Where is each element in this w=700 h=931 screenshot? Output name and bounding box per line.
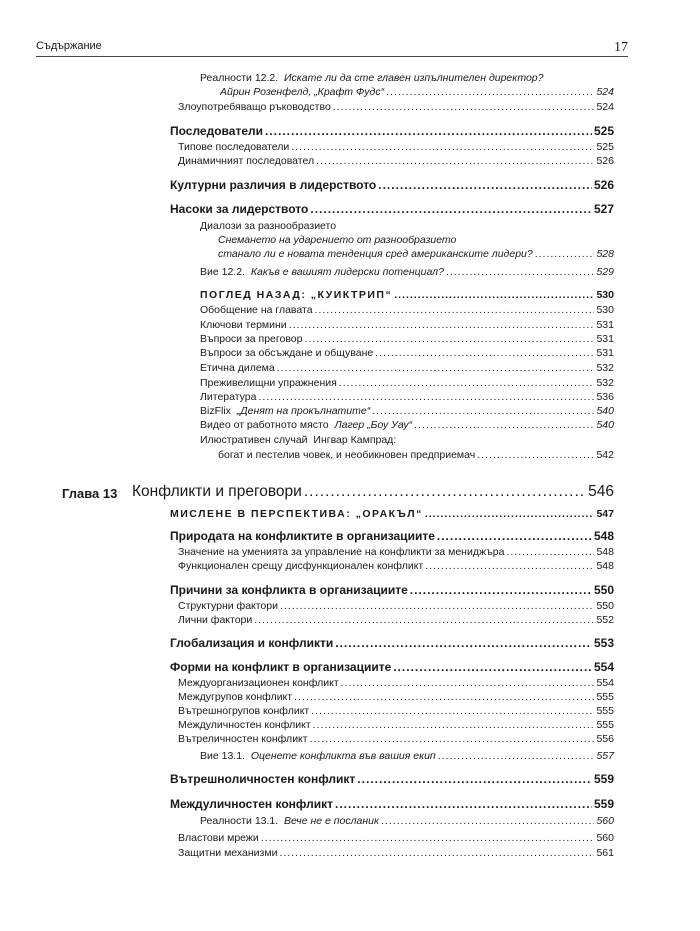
toc-entry[interactable] — [200, 405, 614, 417]
toc-entry[interactable] — [200, 419, 614, 431]
leader-dots — [304, 333, 594, 345]
toc-entry-label: Междуличностен конфликт — [170, 797, 334, 811]
toc-page-number: 542 — [596, 449, 614, 461]
toc-entry[interactable] — [178, 691, 614, 703]
toc-page-number: 548 — [596, 546, 614, 558]
toc-page-number: 555 — [596, 705, 614, 717]
toc-page-number: 560 — [596, 815, 614, 827]
leader-dots — [386, 86, 594, 98]
toc-entry-label: Злоупотребяващо ръководство — [178, 101, 331, 113]
toc-entry-label: Въпроси за обсъждане и общуване — [200, 347, 374, 359]
leader-dots — [357, 772, 592, 786]
toc-section[interactable] — [170, 202, 614, 216]
toc-page-number: 536 — [596, 391, 614, 403]
toc-page-number: 554 — [593, 660, 614, 674]
toc-entry-label: Лични фактори — [178, 614, 253, 626]
toc-entry-label: Междугрупов конфликт — [178, 691, 293, 703]
leader-dots — [291, 141, 594, 153]
toc-section[interactable] — [170, 583, 614, 597]
toc-page-number: 550 — [596, 600, 614, 612]
toc-entry-label: Културни различия в лидерството — [170, 178, 377, 192]
toc-page-number: 526 — [596, 155, 614, 167]
toc-entry-label: Вие 12.2. Какъв е вашият лидерски потенциал? — [200, 266, 444, 278]
leader-dots — [425, 560, 594, 572]
toc-page-number: 560 — [596, 832, 614, 844]
leader-dots — [425, 508, 595, 520]
toc-entry-label: Снемането на ударението от разнообразието — [218, 234, 457, 246]
toc-page-number: 525 — [596, 141, 614, 153]
leader-dots — [477, 449, 594, 461]
leader-dots — [294, 691, 594, 703]
toc-page-number: 532 — [596, 377, 614, 389]
toc-page-number: 524 — [596, 86, 614, 98]
toc-entry-label: Структурни фактори — [178, 600, 278, 612]
toc-entry-label: Въпроси за преговор — [200, 333, 303, 345]
toc-entry[interactable] — [220, 86, 614, 98]
toc-section[interactable] — [170, 660, 614, 674]
toc-entry[interactable] — [218, 449, 614, 461]
toc-page-number: 550 — [593, 583, 614, 597]
leader-dots — [304, 483, 586, 501]
toc-entry[interactable] — [218, 248, 614, 260]
leader-dots — [446, 266, 595, 278]
toc-page-number: 525 — [593, 124, 614, 138]
toc-entry-label: Литература — [200, 391, 257, 403]
toc-entry-label: Айрин Розенфелд, „Крафт Фудс“ — [220, 86, 385, 98]
toc-entry[interactable] — [178, 719, 614, 731]
toc-page-number: 555 — [596, 719, 614, 731]
toc-entry[interactable] — [200, 319, 614, 331]
toc-section[interactable] — [200, 289, 614, 301]
toc-entry-label: Причини за конфликта в организациите — [170, 583, 408, 597]
running-header-title: Съдържание — [36, 40, 102, 52]
toc-entry[interactable] — [178, 101, 614, 113]
toc-page-number: 559 — [593, 797, 614, 811]
toc-entry[interactable] — [178, 832, 614, 844]
toc-entry[interactable] — [200, 304, 614, 316]
toc-entry-label: Етична дилема — [200, 362, 275, 374]
toc-entry[interactable] — [200, 220, 614, 232]
leader-dots — [438, 750, 595, 762]
toc-entry[interactable] — [200, 347, 614, 359]
toc-page-number: 530 — [596, 289, 614, 301]
leader-dots — [310, 202, 592, 216]
toc-entry[interactable] — [178, 705, 614, 717]
leader-dots — [277, 362, 595, 374]
toc-entry[interactable] — [178, 614, 614, 626]
toc-entry[interactable] — [200, 750, 614, 762]
toc-entry-label: Междуорганизационен конфликт — [178, 677, 339, 689]
leader-dots — [335, 797, 592, 811]
toc-entry-label: Властови мрежи — [178, 832, 259, 844]
leader-dots — [535, 248, 595, 260]
leader-dots — [311, 705, 594, 717]
toc-page-number: 524 — [596, 101, 614, 113]
leader-dots — [335, 636, 592, 650]
toc-entry-label: Преживелищни упражнения — [200, 377, 337, 389]
toc-page-number: 548 — [593, 529, 614, 543]
toc-page-number: 531 — [596, 347, 614, 359]
leader-dots — [375, 347, 594, 359]
toc-entry[interactable] — [200, 266, 614, 278]
leader-dots — [279, 847, 594, 859]
toc-entry-label: Ключови термини — [200, 319, 287, 331]
toc-entry-label: Динамичният последовател — [178, 155, 315, 167]
leader-dots — [378, 178, 592, 192]
toc-entry-label: Междуличностен конфликт — [178, 719, 311, 731]
toc-entry-label: Форми на конфликт в организациите — [170, 660, 392, 674]
toc-entry-label: Вие 13.1. Оценете конфликта във вашия екип — [200, 750, 436, 762]
toc-section[interactable] — [170, 772, 614, 786]
leader-dots — [339, 377, 595, 389]
toc-entry-label: Конфликти и преговори — [132, 483, 302, 500]
toc-entry-label: BizFlix „Денят на прокълнатите“ — [200, 405, 371, 417]
toc-entry[interactable] — [178, 141, 614, 153]
toc-section[interactable] — [170, 508, 614, 520]
toc-page-number: 546 — [588, 483, 614, 500]
toc-page-number: 561 — [596, 847, 614, 859]
leader-dots — [254, 614, 594, 626]
toc-entry[interactable] — [178, 155, 614, 167]
toc-entry-label: Диалози за разнообразието — [200, 220, 337, 232]
toc-entry-label: Видео от работното място Лагер „Боу Уау“ — [200, 419, 413, 431]
toc-entry[interactable] — [178, 600, 614, 612]
leader-dots — [410, 583, 592, 597]
leader-dots — [265, 124, 592, 138]
toc-section[interactable] — [170, 636, 614, 650]
toc-entry[interactable] — [178, 560, 614, 572]
toc-page-number: 553 — [593, 636, 614, 650]
leader-dots — [316, 155, 594, 167]
toc-page-number: 559 — [593, 772, 614, 786]
toc-entry[interactable] — [178, 546, 614, 558]
toc-entry-label: Вътрешноличностен конфликт — [170, 772, 356, 786]
toc-entry-label: Защитни механизми — [178, 847, 278, 859]
toc-section[interactable] — [170, 529, 614, 543]
leader-dots — [394, 289, 594, 301]
toc-entry-label: станало ли е новата тенденция сред американските лидери? — [218, 248, 533, 260]
toc-page-number: 526 — [593, 178, 614, 192]
toc-section[interactable] — [170, 178, 614, 192]
toc-section[interactable] — [170, 124, 614, 138]
toc-entry[interactable] — [200, 434, 614, 446]
toc-page-number: 557 — [596, 750, 614, 762]
leader-dots — [341, 677, 595, 689]
toc-entry[interactable] — [200, 333, 614, 345]
toc-entry-label: МИСЛЕНЕ В ПЕРСПЕКТИВА: „ОРАКЪЛ“ — [170, 508, 423, 520]
toc-entry-label: Глобализация и конфликти — [170, 636, 334, 650]
toc-entry-label: Функционален срещу дисфункционален конфликт — [178, 560, 424, 572]
toc-page-number: 540 — [596, 405, 614, 417]
leader-dots — [310, 733, 595, 745]
leader-dots — [506, 546, 594, 558]
toc-page-number: 548 — [596, 560, 614, 572]
toc-entry-label: Реалности 13.1. Вече не е посланик — [200, 815, 379, 827]
chapter-label: Глава 13 — [62, 486, 118, 501]
toc-entry[interactable] — [178, 677, 614, 689]
toc-section[interactable] — [170, 797, 614, 811]
leader-dots — [313, 719, 595, 731]
toc-page-number: 531 — [596, 319, 614, 331]
toc-entry-label: Илюстративен случай Ингвар Кампрад: — [200, 434, 397, 446]
toc-entry-label: богат и пестелив човек, и необикновен предприемач — [218, 449, 476, 461]
toc-entry[interactable] — [200, 391, 614, 403]
chapter-title[interactable] — [132, 483, 614, 501]
toc-page-number: 531 — [596, 333, 614, 345]
page-number: 17 — [614, 40, 628, 55]
toc-entry[interactable] — [200, 72, 614, 84]
toc-entry[interactable] — [200, 815, 614, 827]
toc-entry-label: ПОГЛЕД НАЗАД: „КУИКТРИП“ — [200, 289, 393, 301]
toc-entry-label: Значение на уменията за управление на конфликти за мениджъра — [178, 546, 505, 558]
toc-entry-label: Реалности 12.2. Искате ли да сте главен изпълнителен директор? — [200, 72, 544, 84]
toc-page-number: 528 — [596, 248, 614, 260]
toc-entry-label: Природата на конфликтите в организациите — [170, 529, 435, 543]
toc-entry[interactable] — [178, 733, 614, 745]
toc-page-number: 530 — [596, 304, 614, 316]
toc-entry-label: Обобщение на главата — [200, 304, 313, 316]
leader-dots — [315, 304, 595, 316]
leader-dots — [261, 832, 595, 844]
toc-page-number: 547 — [596, 508, 614, 520]
toc-page-number: 552 — [596, 614, 614, 626]
toc-entry-label: Вътрешногрупов конфликт — [178, 705, 310, 717]
toc-entry-label: Насоки за лидерството — [170, 202, 309, 216]
toc-page-number: 540 — [596, 419, 614, 431]
leader-dots — [289, 319, 595, 331]
toc-entry-label: Типове последователи — [178, 141, 290, 153]
leader-dots — [258, 391, 594, 403]
leader-dots — [393, 660, 592, 674]
toc-page-number: 532 — [596, 362, 614, 374]
toc-page-number: 554 — [596, 677, 614, 689]
toc-page-number: 527 — [593, 202, 614, 216]
leader-dots — [437, 529, 592, 543]
leader-dots — [372, 405, 594, 417]
toc-entry-label: Последователи — [170, 124, 263, 138]
toc-entry[interactable] — [200, 362, 614, 374]
toc-entry[interactable] — [200, 377, 614, 389]
toc-entry[interactable] — [218, 234, 614, 246]
toc-page-number: 555 — [596, 691, 614, 703]
header-rule — [36, 56, 628, 57]
toc-page-number: 556 — [596, 733, 614, 745]
leader-dots — [333, 101, 595, 113]
leader-dots — [414, 419, 594, 431]
leader-dots — [381, 815, 594, 827]
toc-entry[interactable] — [178, 847, 614, 859]
toc-page-number: 529 — [596, 266, 614, 278]
leader-dots — [280, 600, 594, 612]
toc-entry-label: Вътреличностен конфликт — [178, 733, 308, 745]
